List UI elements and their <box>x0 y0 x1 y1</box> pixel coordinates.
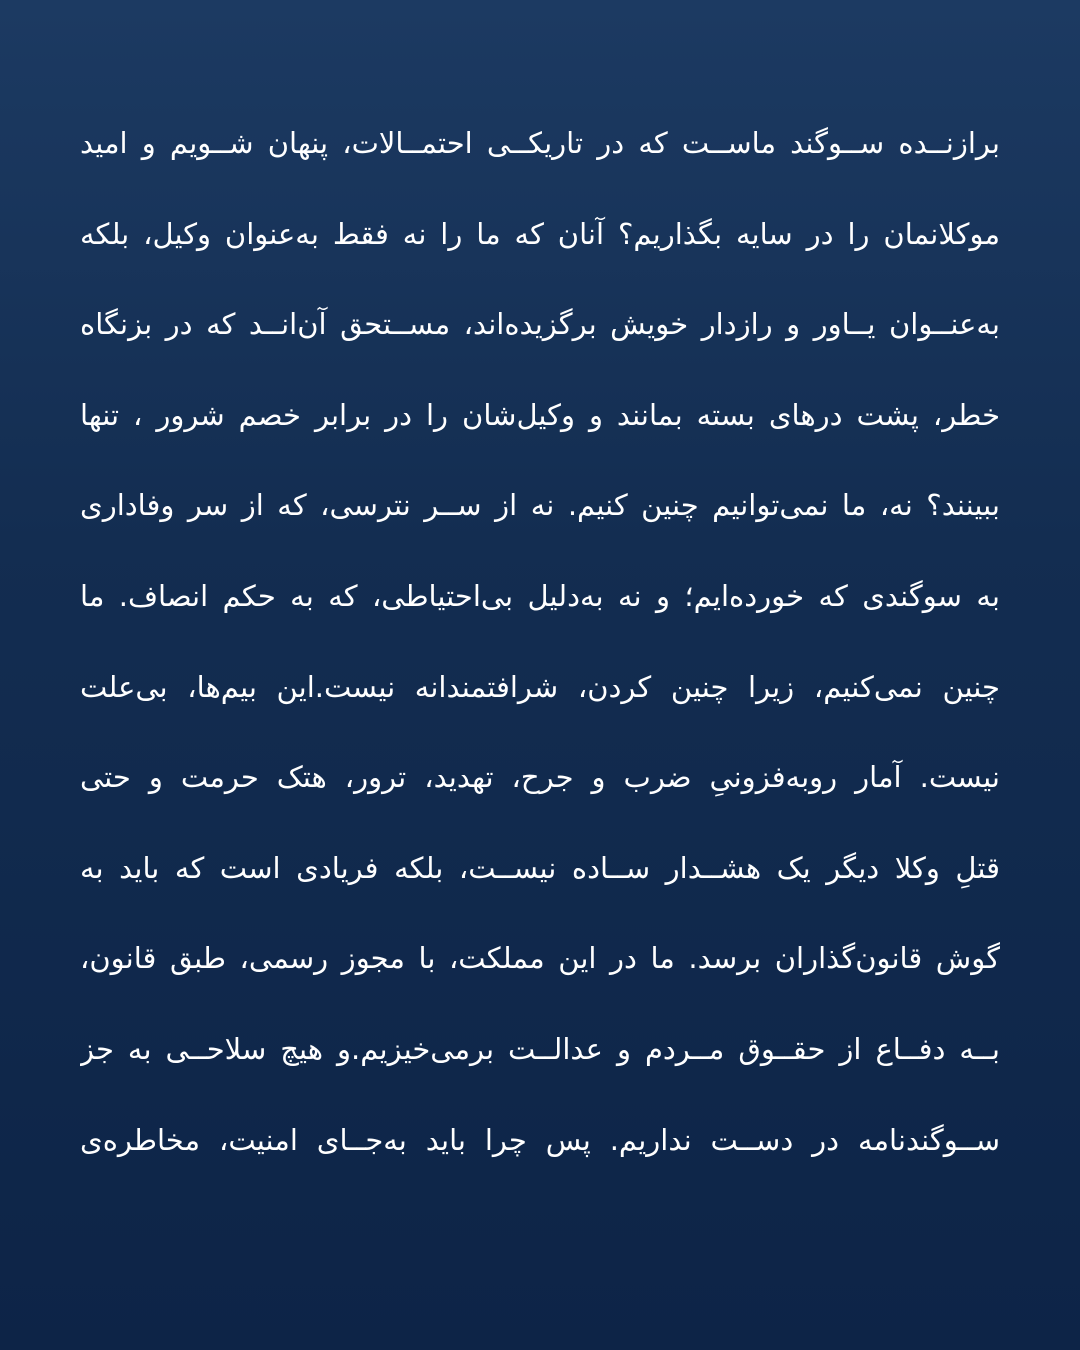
text-line: ســوگندنامه در دســت نداریم. پس چرا باید به‌جــای امنیت، مخاطره‌ی <box>80 1122 1000 1157</box>
text-line: گوش قانون‌گذاران برسد. ما در این مملکت، با مجوز رسمی، طبق قانون، <box>80 941 1000 976</box>
text-line: به سوگندی که خورده‌ایم؛ و نه به‌دلیل بی‌احتیاطی، که به حکم انصاف. ما <box>80 578 1000 613</box>
body-text <box>80 98 1000 1185</box>
text-line: موکلانمان را در سایه بگذاریم؟ آنان که ما را نه فقط به‌عنوان وکیل، بلکه <box>80 216 1000 251</box>
text-line: قتلِ وکلا دیگر یک هشــدار ســاده نیســت، بلکه فریادی است که باید به <box>80 850 1000 885</box>
text-line: ببینند؟ نه، ما نمی‌توانیم چنین کنیم. نه از ســر نترسی، که از سر وفاداری <box>80 488 1000 523</box>
text-line: برازنــده ســوگند ماســت که در تاریکــی احتمــالات، پنهان شــویم و امید <box>80 126 1000 160</box>
text-line: به‌عنــوان یــاور و رازدار خویش برگزیده‌اند، مســتحق آن‌انــد که در بزنگاه <box>80 307 1000 342</box>
text-line: چنین نمی‌کنیم، زیرا چنین کردن، شرافتمندانه نیست.این بیم‌ها، بی‌علت <box>80 669 1000 704</box>
text-line: نیست. آمار روبه‌فزونیِ ضرب و جرح، تهدید، ترور، هتک حرمت و حتی <box>80 760 1000 795</box>
text-line: بــه دفــاع از حقــوق مــردم و عدالــت برمی‌خیزیم.و هیچ سلاحــی به جز <box>80 1031 1000 1066</box>
text-line: خطر، پشت درهای بسته بمانند و وکیل‌شان را در برابر خصم شرور ، تنها <box>80 397 1000 432</box>
